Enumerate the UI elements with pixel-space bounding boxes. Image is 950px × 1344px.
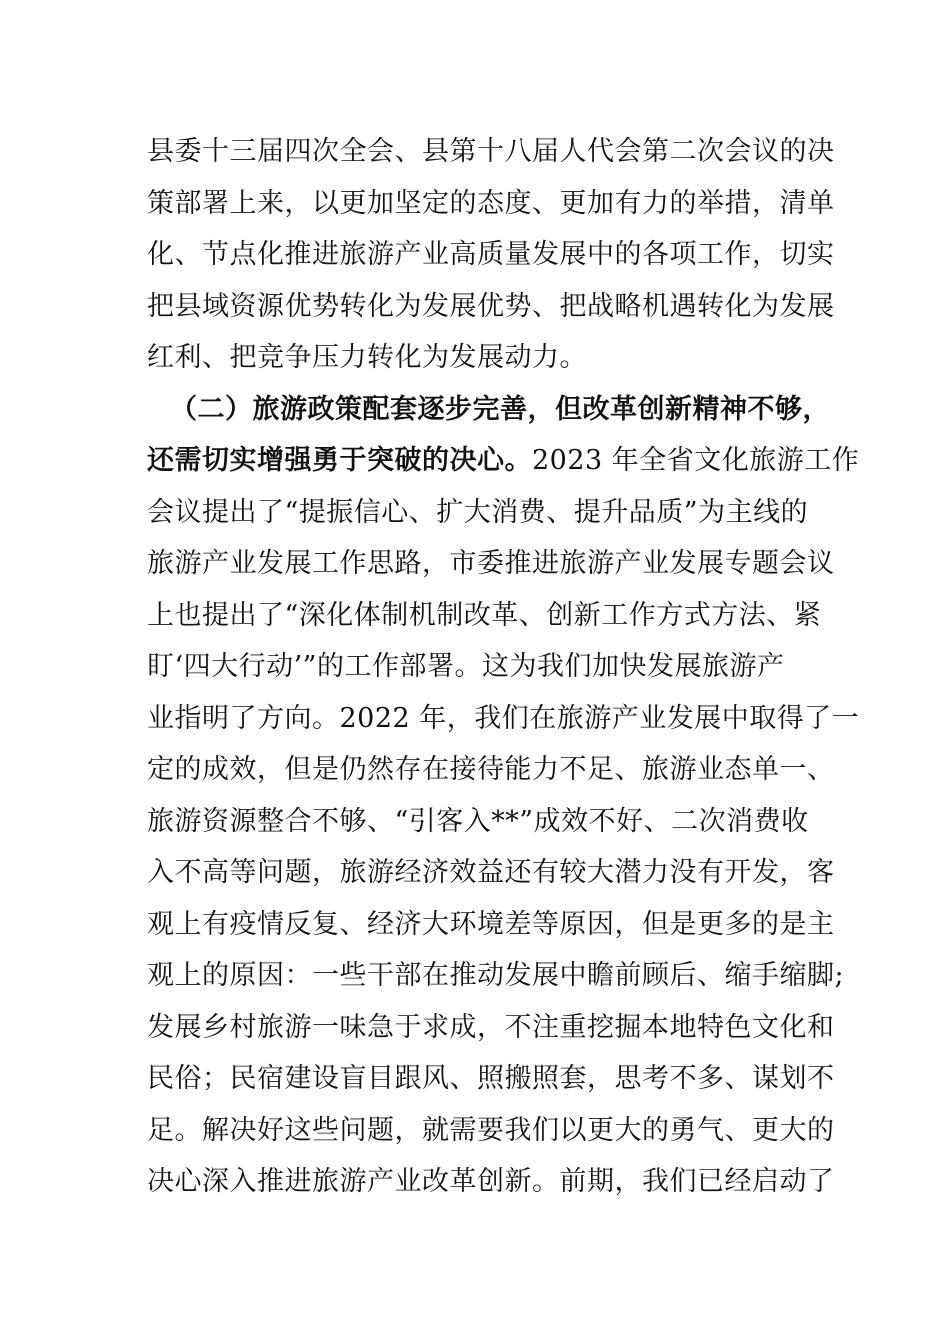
paragraph-line: 观上的原因：一些干部在推动发展中瞻前顾后、缩手缩脚;: [147, 960, 845, 991]
paragraph-line: 观上有疫情反复、经济大环境差等原因，但是更多的是主: [147, 909, 835, 940]
paragraph-line: 会议提出了“提振信心、扩大消费、提升品质”为主线的: [147, 497, 809, 528]
paragraph-line: 上也提出了“深化体制机制改革、创新工作方式方法、紧: [147, 600, 822, 631]
section-heading-line: [147, 441, 860, 481]
section-heading-continuation: 还需切实增强勇于突破的决心。: [147, 445, 532, 476]
paragraph-line: 民俗；民宿建设盲目跟风、照搬照套，思考不多、谋划不: [147, 1063, 835, 1094]
paragraph-line: 盯‘四大行动’”的工作部署。这为我们加快发展旅游产: [147, 651, 785, 682]
section-heading: （二）旅游政策配套逐步完善，但改革创新精神不够，: [170, 394, 830, 425]
paragraph-line: 业指明了方向。2022 年，我们在旅游产业发展中取得了一: [147, 703, 860, 734]
paragraph-line: 旅游产业发展工作思路，市委推进旅游产业发展专题会议: [147, 548, 835, 579]
paragraph-text: 2023 年全省文化旅游工作: [532, 445, 860, 476]
paragraph-line: 红利、把竞争压力转化为发展动力。: [147, 342, 587, 373]
paragraph-line: 县委十三届四次全会、县第十八届人代会第二次会议的决: [147, 136, 835, 167]
paragraph-line: 入不高等问题，旅游经济效益还有较大潜力没有开发，客: [147, 857, 835, 888]
paragraph-line: 化、节点化推进旅游产业高质量发展中的各项工作，切实: [147, 239, 835, 270]
paragraph-line: 旅游资源整合不够、“引客入**”成效不好、二次消费收: [147, 806, 809, 837]
paragraph-line: 发展乡村旅游一味急于求成，不注重挖掘本地特色文化和: [147, 1012, 835, 1043]
paragraph-line: 把县域资源优势转化为发展优势、把战略机遇转化为发展: [147, 291, 835, 322]
paragraph-line: 足。解决好这些问题，就需要我们以更大的勇气、更大的: [147, 1115, 835, 1146]
paragraph-line: 策部署上来，以更加坚定的态度、更加有力的举措，清单: [147, 188, 835, 219]
paragraph-line: 决心深入推进旅游产业改革创新。前期，我们已经启动了: [147, 1166, 835, 1197]
paragraph-line: 定的成效，但是仍然存在接待能力不足、旅游业态单一、: [147, 754, 835, 785]
